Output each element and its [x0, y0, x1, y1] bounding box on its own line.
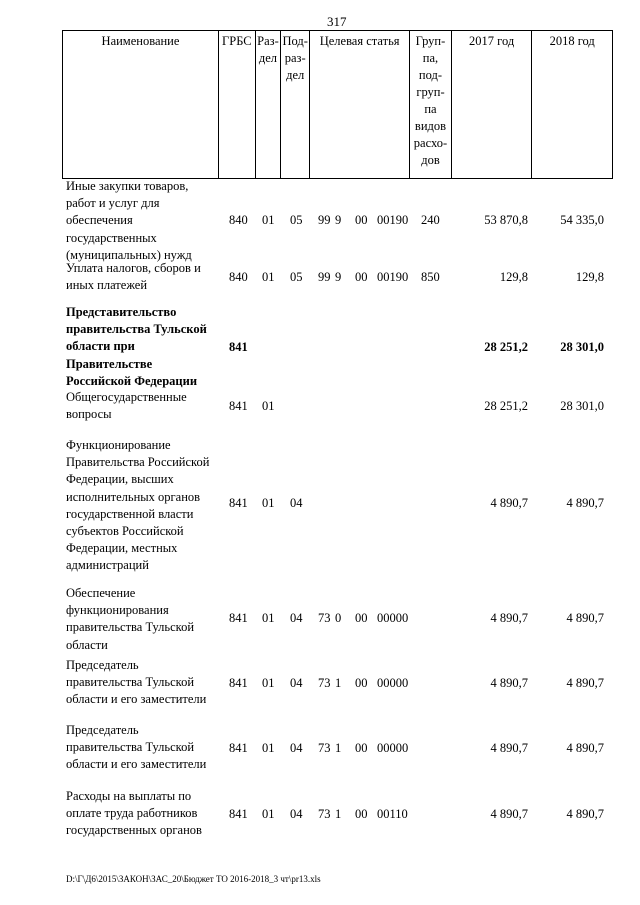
row-grbs: 841	[229, 741, 248, 755]
row-grbs: 841	[229, 611, 248, 625]
row-target-2: 1	[335, 807, 342, 821]
row-target-2: 9	[335, 270, 342, 284]
row-podrazdel: 04	[290, 741, 303, 755]
row-name: Иные закупки товаров, работ и услуг для обеспечения государственных (муниципальных) нужд	[66, 179, 192, 262]
row-name: Председатель правительства Тульской области и его заместители	[66, 723, 207, 772]
col-2017-header: 2017 год	[451, 31, 532, 179]
col-group-header: Груп- па, под- груп- па видов расхо- дов	[410, 31, 452, 179]
row-2018: 4 890,7	[566, 611, 604, 625]
row-razdel: 01	[262, 741, 275, 755]
row-grbs: 841	[229, 399, 248, 413]
row-name: Функционирование Правительства Российской Федерации, высших исполнительных органов государственной власти субъектов Российской Федерации, местных администраций	[66, 438, 210, 573]
row-target-2: 1	[335, 741, 342, 755]
row-target-1: 73	[318, 807, 331, 821]
row-target-3: 00	[355, 611, 368, 625]
row-2018: 28 301,0	[560, 399, 604, 413]
row-target-3: 00	[355, 270, 368, 284]
row-2017: 28 251,2	[484, 340, 528, 354]
row-grbs: 841	[229, 807, 248, 821]
row-target-2: 1	[335, 676, 342, 690]
col-name-header: Наименование	[63, 31, 219, 179]
file-path-footer: D:\Г\Д6\2015\ЗАКОН\ЗАС_20\Бюджет ТО 2016-2018_3 чт\pr13.xls	[66, 874, 321, 884]
row-grbs: 841	[229, 676, 248, 690]
row-name: Уплата налогов, сборов и иных платежей	[66, 261, 201, 293]
col-podrazdel-header: Под- раз- дел	[281, 31, 310, 179]
row-grbs: 841	[229, 340, 248, 354]
row-razdel: 01	[262, 611, 275, 625]
row-target-4: 00190	[377, 213, 409, 227]
row-target-4: 00000	[377, 741, 409, 755]
row-razdel: 01	[262, 496, 275, 510]
row-group: 240	[421, 213, 440, 227]
row-target-3: 00	[355, 676, 368, 690]
row-target-1: 73	[318, 741, 331, 755]
row-podrazdel: 04	[290, 807, 303, 821]
row-2018: 28 301,0	[560, 340, 604, 354]
row-razdel: 01	[262, 676, 275, 690]
row-2018: 129,8	[575, 270, 604, 284]
row-2017: 4 890,7	[490, 807, 528, 821]
row-target-4: 00000	[377, 611, 409, 625]
row-razdel: 01	[262, 399, 275, 413]
row-razdel: 01	[262, 213, 275, 227]
row-group: 850	[421, 270, 440, 284]
row-podrazdel: 05	[290, 270, 303, 284]
row-name: Расходы на выплаты по оплате труда работников государственных органов	[66, 789, 202, 838]
row-2017: 4 890,7	[490, 611, 528, 625]
row-podrazdel: 04	[290, 676, 303, 690]
row-podrazdel: 04	[290, 611, 303, 625]
row-2018: 4 890,7	[566, 676, 604, 690]
row-2017: 4 890,7	[490, 741, 528, 755]
row-podrazdel: 04	[290, 496, 303, 510]
row-target-3: 00	[355, 807, 368, 821]
row-target-4: 00110	[377, 807, 408, 821]
row-target-1: 99	[318, 270, 331, 284]
row-2018: 4 890,7	[566, 496, 604, 510]
row-grbs: 840	[229, 213, 248, 227]
row-target-2: 9	[335, 213, 342, 227]
row-target-4: 00190	[377, 270, 409, 284]
row-name: Председатель правительства Тульской области и его заместители	[66, 658, 207, 707]
row-2017: 28 251,2	[484, 399, 528, 413]
row-2017: 129,8	[499, 270, 528, 284]
row-2018: 54 335,0	[560, 213, 604, 227]
row-2017: 4 890,7	[490, 496, 528, 510]
row-target-1: 99	[318, 213, 331, 227]
col-razdel-header: Раз- дел	[255, 31, 280, 179]
row-name: Представительство правительства Тульской области при Правительстве Российской Федерации	[66, 305, 207, 388]
row-2017: 53 870,8	[484, 213, 528, 227]
row-grbs: 841	[229, 496, 248, 510]
row-grbs: 840	[229, 270, 248, 284]
row-razdel: 01	[262, 807, 275, 821]
row-2018: 4 890,7	[566, 807, 604, 821]
row-name: Общегосударственные вопросы	[66, 390, 187, 422]
row-target-3: 00	[355, 741, 368, 755]
row-target-1: 73	[318, 611, 331, 625]
row-2018: 4 890,7	[566, 741, 604, 755]
row-target-4: 00000	[377, 676, 409, 690]
row-target-2: 0	[335, 611, 342, 625]
row-2017: 4 890,7	[490, 676, 528, 690]
row-razdel: 01	[262, 270, 275, 284]
col-grbs-header: ГРБС	[218, 31, 255, 179]
row-target-1: 73	[318, 676, 331, 690]
row-name: Обеспечение функционирования правительства Тульской области	[66, 586, 195, 652]
page-number: 317	[327, 14, 347, 29]
row-podrazdel: 05	[290, 213, 303, 227]
row-target-3: 00	[355, 213, 368, 227]
col-2018-header: 2018 год	[532, 31, 613, 179]
col-target-header: Целевая статья	[310, 31, 410, 179]
table-header	[62, 30, 613, 179]
